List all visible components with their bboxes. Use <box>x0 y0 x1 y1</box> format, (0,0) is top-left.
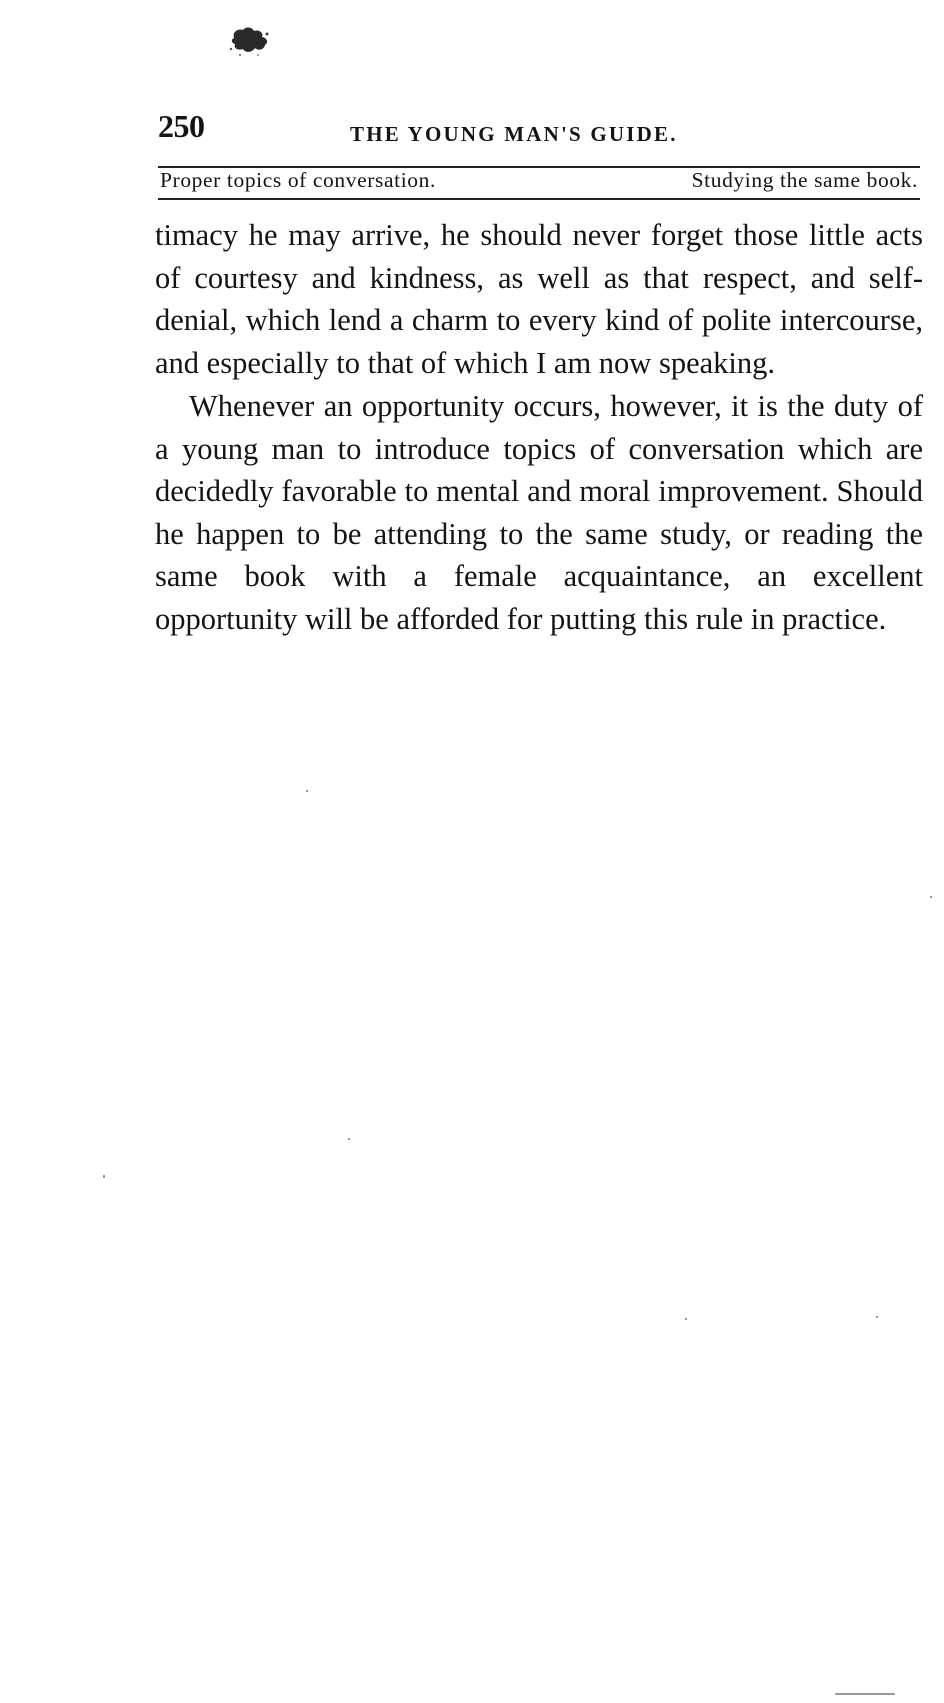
paper-speck <box>685 1318 687 1320</box>
ink-blot-mark <box>228 24 272 58</box>
paper-speck <box>103 1175 105 1178</box>
paragraph-1: timacy he may arrive, he should never forget those little acts of courtesy and kindness, as well as that respect, and self-denial, which lend a charm to every kind of polite intercourse, and especially to that of which I am now speaking. <box>155 218 923 380</box>
paper-speck <box>835 1693 895 1695</box>
paragraph-2: Whenever an opportunity occurs, however, it is the duty of a young man to introduce topics of conversation which are decidedly favorable to mental and moral improvement. Should he happen to be attending to the same study, or reading the same book with a female acquaintance, an excellent opportunity will be afforded for putting this rule in practice. <box>155 389 923 636</box>
topic-line <box>160 168 918 198</box>
page-number: 250 <box>158 108 205 144</box>
body-text <box>155 214 923 640</box>
running-head <box>158 108 920 148</box>
book-title: THE YOUNG MAN'S GUIDE. <box>350 122 678 146</box>
paper-speck <box>876 1316 878 1318</box>
paper-speck <box>348 1138 350 1140</box>
paper-speck <box>930 896 932 898</box>
paper-speck <box>306 790 308 792</box>
header-rule-bottom <box>158 198 920 200</box>
topic-left: Proper topics of conversation. <box>160 168 436 192</box>
topic-right: Studying the same book. <box>691 168 918 192</box>
